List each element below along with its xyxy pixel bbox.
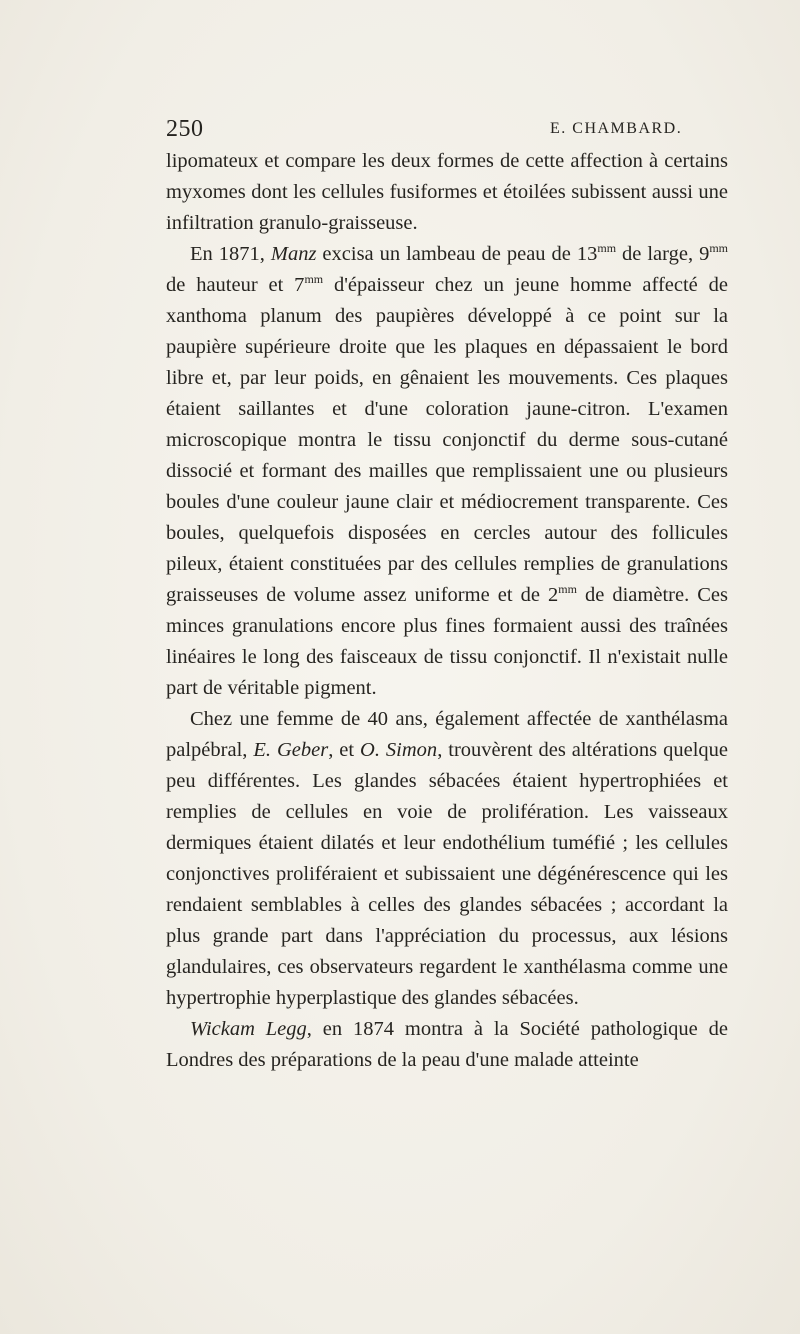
- text-segment: de hauteur et 7: [166, 274, 305, 296]
- page-number: 250: [166, 116, 204, 142]
- author-name: E. Geber: [253, 739, 329, 761]
- paragraph-4: [166, 1014, 728, 1076]
- text-segment: Chez une femme de 40 ans, également affectée de xanthélasma palpébral,: [166, 708, 728, 761]
- unit-superscript: mm: [304, 272, 324, 286]
- text-segment: lipomateux et compare les deux formes de cette affection à certains myxomes dont les cellules fusiformes et étoilées subissent aussi une infiltration granulo-graisseuse.: [166, 150, 728, 234]
- paragraph-2: [166, 239, 728, 704]
- paragraph-1: [166, 146, 728, 239]
- author-name: O. Simon: [360, 739, 438, 761]
- body-text: [166, 146, 728, 1076]
- text-segment: En 1871,: [190, 243, 271, 265]
- author-name: Manz: [270, 243, 317, 265]
- paragraph-3: [166, 704, 728, 1014]
- text-segment: excisa un lambeau de peau de 13: [316, 243, 598, 265]
- author-name: Wickam Legg: [190, 1018, 307, 1040]
- unit-superscript: mm: [558, 582, 577, 596]
- text-segment: , en 1874 montra à la Société pathologique de Londres des préparations de la peau d'une malade atteinte: [166, 1018, 728, 1071]
- text-segment: de diamètre. Ces minces granulations encore plus fines formaient aussi des traînées linéaires le long des faisceaux de tissu conjonctif. Il n'existait nulle part de véritable pigment.: [166, 584, 728, 699]
- text-segment: de large, 9: [616, 243, 710, 265]
- unit-superscript: mm: [597, 241, 617, 255]
- text-segment: d'épaisseur chez un jeune homme affecté de xanthoma planum des paupières développé à ce point sur la paupière supérieure droite que les plaques en dépassaient le bord libre et, par leur poids, en gênaient les mouvements. Ces plaques étaient saillantes et d'une coloration jaune-citron. L'examen microscopique montra le tissu conjonctif du derme sous-cutané dissocié et formant des mailles que remplissaient une ou plusieurs boules d'une couleur jaune clair et médiocrement transparente. Ces boules, quelquefois disposées en cercles autour des follicules pileux, étaient constituées par des cellules remplies de granulations graisseuses de volume assez uniforme et de 2: [166, 274, 728, 606]
- unit-superscript: mm: [709, 241, 728, 255]
- text-segment: , trouvèrent des altérations quelque peu différentes. Les glandes sébacées étaient hypertrophiées et remplies de cellules en voie de prolifération. Les vaisseaux dermiques étaient dilatés et leur endothélium tuméfié ; les cellules conjonctives proliféraient et subissaient une dégénérescence qui les rendaient semblables à celles des glandes sébacées ; accordant la plus grande part dans l'appréciation du processus, aux lésions glandulaires, ces observateurs regardent le xanthélasma comme une hypertrophie hyperplastique des glandes sébacées.: [166, 739, 728, 1009]
- running-head: [166, 116, 728, 150]
- text-segment: , et: [328, 739, 361, 761]
- running-title: E. CHAMBARD.: [550, 120, 683, 137]
